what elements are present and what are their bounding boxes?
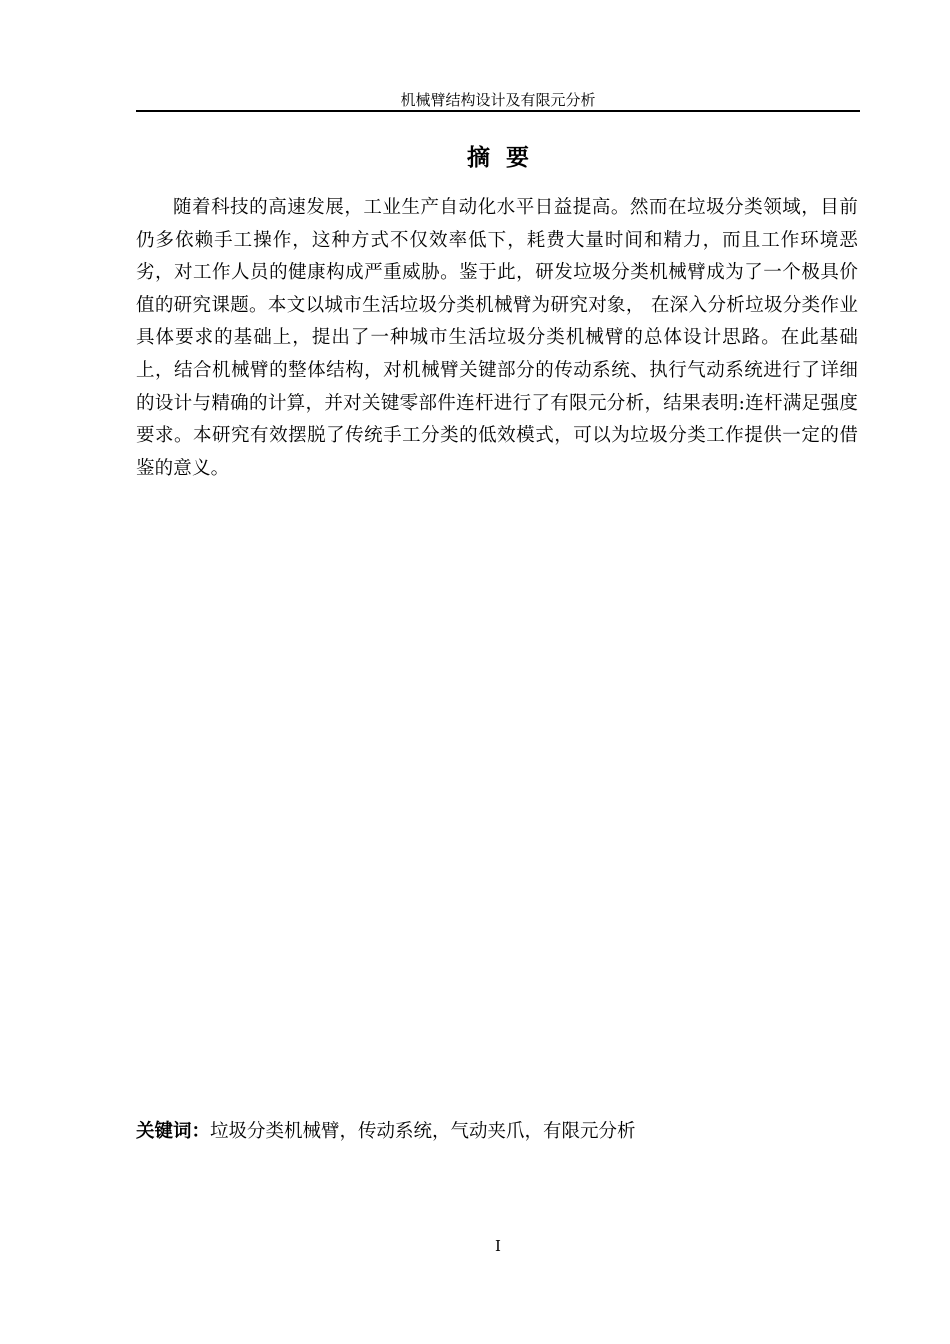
header-rule	[136, 110, 860, 112]
keywords-line	[136, 1118, 860, 1146]
keywords-label: 关键词：	[136, 1121, 211, 1142]
page-number: I	[495, 1237, 501, 1255]
abstract-body: 随着科技的高速发展，工业生产自动化水平日益提高。然而在垃圾分类领域，目前仍多依赖手工操作，这种方式不仅效率低下，耗费大量时间和精力，而且工作环境恶劣，对工作人员的健康构成严重威胁。鉴于此，研发垃圾分类机械臂成为了一个极具价值的研究课题。本文以城市生活垃圾分类机械臂为研究对象， 在深入分析垃圾分类作业具体要求的基础上，提出了一种城市生活垃圾分类机械臂的总体设计思路。在此基础上，结合机械臂的整体结构，对机械臂关键部分的传动系统、执行气动系统进行了详细的设计与精确的计算，并对关键零部件连杆进行了有限元分析，结果表明:连杆满足强度要求。本研究有效摆脱了传统手工分类的低效模式，可以为垃圾分类工作提供一定的借鉴的意义。	[136, 197, 858, 479]
abstract-title: 摘 要	[466, 145, 529, 171]
running-header: 机械臂结构设计及有限元分析	[400, 91, 596, 109]
keywords-text: 垃圾分类机械臂，传动系统，气动夹爪，有限元分析	[210, 1121, 636, 1142]
